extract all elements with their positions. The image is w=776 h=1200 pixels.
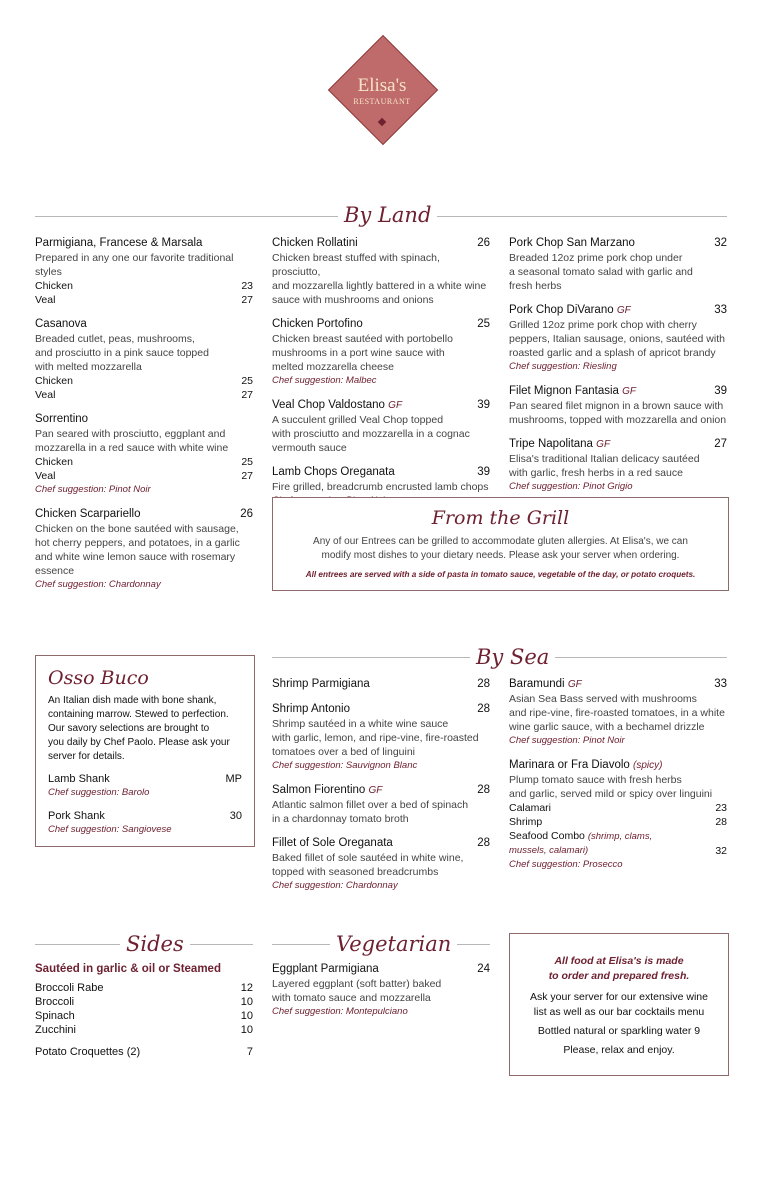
- item-price: 39: [714, 385, 727, 397]
- gluten-free-badge: GF: [368, 785, 383, 796]
- osso-desc: containing marrow. Stewed to perfection.: [48, 709, 229, 720]
- menu-item-filet-mignon: [509, 384, 727, 427]
- item-name: Veal Chop Valdostano: [272, 399, 385, 411]
- item-desc: roasted garlic and a splash of apricot brandy: [509, 347, 716, 359]
- side-price: 7: [246, 1046, 253, 1058]
- menu-item-parmigiana: [35, 236, 253, 307]
- item-desc: Baked fillet of sole sautéed in white wine,: [272, 852, 464, 864]
- item-price: 39: [477, 399, 490, 411]
- spicy-label: (spicy): [633, 760, 663, 771]
- land-column-1: [35, 236, 253, 602]
- item-price: 27: [714, 438, 727, 450]
- option-price: 27: [241, 470, 253, 482]
- option-price: 23: [715, 802, 727, 814]
- item-name: Pork Chop San Marzano: [509, 237, 635, 249]
- option-price: 28: [715, 816, 727, 828]
- item-price: 30: [229, 810, 242, 822]
- section-title-sea: By Sea: [470, 645, 555, 669]
- side-price: 10: [240, 996, 253, 1008]
- item-price: 33: [714, 304, 727, 316]
- item-desc: vermouth sauce: [272, 442, 347, 454]
- item-price: 26: [477, 237, 490, 249]
- item-desc: Chicken on the bone sautéed with sausage,: [35, 523, 239, 535]
- osso-desc: An Italian dish made with bone shank,: [48, 695, 217, 706]
- side-price: 10: [240, 1024, 253, 1036]
- restaurant-logo: [332, 39, 432, 139]
- item-desc: Pan seared filet mignon in a brown sauce with: [509, 400, 724, 412]
- item-price: 28: [477, 678, 490, 690]
- menu-item-divarano: [509, 303, 727, 374]
- item-name: Shrimp Antonio: [272, 703, 350, 715]
- item-price: MP: [225, 773, 242, 785]
- item-desc: Breaded 12oz prime pork chop under: [509, 252, 683, 264]
- sides-list: [35, 961, 253, 1059]
- item-name: Filet Mignon Fantasia: [509, 385, 619, 397]
- item-desc: Breaded cutlet, peas, mushrooms,: [35, 333, 195, 345]
- chef-suggestion: Chef suggestion: Sangiovese: [48, 824, 172, 835]
- item-price: 39: [477, 466, 490, 478]
- item-desc: a seasonal tomato salad with garlic and: [509, 266, 693, 278]
- item-desc: peppers, Italian sausage, onions, sautéed with: [509, 333, 725, 345]
- item-name: Eggplant Parmigiana: [272, 963, 379, 975]
- item-desc: in a chardonnay tomato broth: [272, 813, 409, 825]
- info-text: list as well as our bar cocktails menu: [533, 1006, 705, 1018]
- item-name: Pork Shank: [48, 810, 105, 822]
- info-text: Ask your server for our extensive wine: [530, 991, 708, 1003]
- chef-suggestion: Chef suggestion: Riesling: [509, 361, 617, 372]
- osso-desc: you daily by Chef Paolo. Please ask your: [48, 737, 230, 748]
- menu-item-san-marzano: [509, 236, 727, 293]
- item-name: Marinara or Fra Diavolo: [509, 759, 630, 771]
- side-label: Broccoli: [35, 996, 75, 1008]
- option-label: Veal: [35, 389, 56, 401]
- option-price: 25: [241, 456, 253, 468]
- item-desc: and prosciutto in a pink sauce topped: [35, 347, 209, 359]
- item-desc: wine garlic sauce, with a bechamel drizzle: [509, 721, 705, 733]
- sea-column-3: [509, 677, 727, 882]
- combo-detail: mussels, calamari): [509, 845, 589, 856]
- side-label: Broccoli Rabe: [35, 982, 104, 994]
- item-desc: Layered eggplant (soft batter) baked: [272, 978, 442, 990]
- chef-suggestion: Chef suggestion: Montepulciano: [272, 1006, 408, 1017]
- menu-item-shrimp-parmigiana: [272, 677, 490, 692]
- side-label: Zucchini: [35, 1024, 76, 1036]
- info-box: [509, 933, 729, 1076]
- info-text: Bottled natural or sparkling water 9: [537, 1025, 701, 1037]
- combo-detail: (shrimp, clams,: [587, 831, 653, 842]
- chef-suggestion: Chef suggestion: Barolo: [48, 787, 150, 798]
- section-title-osso: Osso Buco: [48, 667, 149, 689]
- menu-item-valdostano: [272, 398, 490, 455]
- item-name: Parmigiana, Francese & Marsala: [35, 237, 203, 249]
- item-desc: with melted mozzarella: [35, 361, 142, 373]
- chef-suggestion: Chef suggestion: Pinot Grigio: [509, 481, 633, 492]
- info-bold: to order and prepared fresh.: [548, 970, 690, 982]
- chef-suggestion: Chef suggestion: Pinot Noir: [35, 484, 151, 495]
- grill-note: All entrees are served with a side of pasta in tomato sauce, vegetable of the day, or potato croquets.: [305, 570, 696, 579]
- item-desc: Elisa's traditional Italian delicacy sautéed: [509, 453, 700, 465]
- item-desc: tomatoes over a bed of linguini: [272, 746, 416, 758]
- menu-item-salmon: [272, 783, 490, 826]
- side-price: 12: [240, 982, 253, 994]
- item-desc: Asian Sea Bass served with mushrooms: [509, 693, 697, 705]
- section-title-grill: From the Grill: [431, 507, 570, 529]
- item-name: Chicken Rollatini: [272, 237, 358, 249]
- item-name: Sorrentino: [35, 413, 89, 425]
- option-label: Chicken: [35, 456, 73, 468]
- option-price: 27: [241, 294, 253, 306]
- section-title-land: By Land: [338, 203, 437, 227]
- menu-item-marinara: [509, 758, 727, 872]
- vegetarian-list: [272, 962, 490, 1029]
- gluten-free-badge: GF: [596, 439, 611, 450]
- info-text: Please, relax and enjoy.: [563, 1044, 675, 1056]
- item-name: Salmon Fiorentino: [272, 784, 366, 796]
- option-price: 25: [241, 375, 253, 387]
- item-desc: topped with seasoned breadcrumbs: [272, 866, 439, 878]
- item-desc: Chicken breast sautéed with portobello: [272, 333, 453, 345]
- menu-item-portofino: [272, 317, 490, 388]
- item-desc: melted mozzarella cheese: [272, 361, 394, 373]
- item-desc: Atlantic salmon fillet over a bed of spinach: [272, 799, 469, 811]
- item-desc: hot cherry peppers, and potatoes, in a garlic: [35, 537, 240, 549]
- option-label: Veal: [35, 470, 56, 482]
- sides-heading: Sautéed in garlic & oil or Steamed: [35, 963, 221, 975]
- option-price: 32: [715, 845, 727, 857]
- item-name: Chicken Scarpariello: [35, 508, 141, 520]
- menu-item-tripe: [509, 437, 727, 494]
- item-desc: with garlic, lemon, and ripe-vine, fire-roasted: [272, 732, 479, 744]
- item-name: Fillet of Sole Oreganata: [272, 837, 393, 849]
- menu-item-casanova: [35, 317, 253, 402]
- item-desc: and mozzarella lightly battered in a white wine: [272, 280, 487, 292]
- gluten-free-badge: GF: [616, 305, 631, 316]
- item-desc: with garlic, fresh herbs in a red sauce: [509, 467, 683, 479]
- option-price: 23: [241, 280, 253, 292]
- gluten-free-badge: GF: [567, 679, 582, 690]
- item-desc: Shrimp sautéed in a white wine sauce: [272, 718, 449, 730]
- item-desc: and ripe-vine, fire-roasted tomatoes, in a white: [509, 707, 725, 719]
- chef-suggestion: Chef suggestion: Chardonnay: [272, 880, 398, 891]
- grill-box: [272, 497, 729, 591]
- item-price: 28: [477, 837, 490, 849]
- item-name: Tripe Napolitana: [509, 438, 593, 450]
- item-desc: mushrooms, topped with mozzarella and onion: [509, 414, 727, 426]
- item-desc: fresh herbs: [509, 280, 562, 292]
- item-price: 33: [714, 678, 727, 690]
- sea-column-2: [272, 677, 490, 903]
- option-label: Seafood Combo: [509, 830, 585, 842]
- grill-text-1: Any of our Entrees can be grilled to accommodate gluten allergies. At Elisa's, we can: [313, 536, 688, 547]
- menu-item-scarpariello: [35, 507, 253, 592]
- item-desc: with prosciutto and mozzarella in a cognac: [272, 428, 470, 440]
- item-name: Lamb Chops Oreganata: [272, 466, 395, 478]
- item-desc: with tomato sauce and mozzarella: [272, 992, 431, 1004]
- item-desc: Plump tomato sauce with fresh herbs: [509, 774, 682, 786]
- option-label: Veal: [35, 294, 56, 306]
- osso-desc: Our savory selections are brought to: [48, 723, 210, 734]
- chef-suggestion: Chef suggestion: Malbec: [272, 375, 377, 386]
- option-label: Chicken: [35, 280, 73, 292]
- menu-item-shrimp-antonio: [272, 702, 490, 773]
- menu-item-eggplant: [272, 962, 490, 1019]
- item-desc: and white wine lemon sauce with rosemary: [35, 551, 236, 563]
- item-desc: sauce with mushrooms and onions: [272, 294, 434, 306]
- item-desc: Prepared in any one our favorite traditional styles: [35, 252, 234, 278]
- item-name: Chicken Portofino: [272, 318, 363, 330]
- menu-item-sole: [272, 836, 490, 893]
- logo-subtitle: RESTAURANT: [353, 97, 411, 106]
- item-desc: A succulent grilled Veal Chop topped: [272, 414, 444, 426]
- grill-text-2: modify most dishes to your dietary needs. Please ask your server when ordering.: [321, 550, 680, 561]
- item-name: Baramundi: [509, 678, 565, 690]
- gluten-free-badge: GF: [388, 400, 403, 411]
- item-desc: and garlic, served mild or spicy over linguini: [509, 788, 713, 800]
- gluten-free-badge: GF: [622, 386, 637, 397]
- land-column-2: [272, 236, 490, 518]
- item-name: Pork Chop DiVarano: [509, 304, 614, 316]
- item-name: Casanova: [35, 318, 87, 330]
- menu-item-sorrentino: [35, 412, 253, 497]
- chef-suggestion: Chef suggestion: Pinot Noir: [509, 735, 625, 746]
- item-desc: Chicken breast stuffed with spinach, prosciutto,: [272, 252, 440, 278]
- item-price: 32: [714, 237, 727, 249]
- chef-suggestion: Chef suggestion: Chardonnay: [35, 579, 161, 590]
- item-desc: mozzarella in a red sauce with white wine: [35, 442, 229, 454]
- option-price: 27: [241, 389, 253, 401]
- item-desc: Fire grilled, breadcrumb encrusted lamb chops: [272, 481, 489, 493]
- item-price: 28: [477, 784, 490, 796]
- menu-item-rollatini: [272, 236, 490, 307]
- menu-item-baramundi: [509, 677, 727, 748]
- osso-buco-box: [35, 655, 255, 847]
- chef-suggestion: Chef suggestion: Sauvignon Blanc: [272, 760, 418, 771]
- option-label: Shrimp: [509, 816, 543, 828]
- item-desc: Pan seared with prosciutto, eggplant and: [35, 428, 226, 440]
- item-name: Shrimp Parmigiana: [272, 678, 370, 690]
- logo-name: Elisa's: [357, 75, 407, 96]
- chef-suggestion: Chef suggestion: Prosecco: [509, 859, 623, 870]
- item-name: Lamb Shank: [48, 773, 110, 785]
- item-desc: essence: [35, 565, 75, 577]
- side-label: Potato Croquettes (2): [35, 1046, 141, 1058]
- option-label: Calamari: [509, 802, 552, 814]
- item-desc: mushrooms in a port wine sauce with: [272, 347, 445, 359]
- side-label: Spinach: [35, 1010, 75, 1022]
- item-price: 25: [477, 318, 490, 330]
- option-label: Chicken: [35, 375, 73, 387]
- side-price: 10: [240, 1010, 253, 1022]
- land-column-3: [509, 236, 727, 504]
- item-price: 28: [477, 703, 490, 715]
- section-title-sides: Sides: [120, 932, 190, 956]
- info-bold: All food at Elisa's is made: [554, 955, 684, 967]
- item-price: 24: [477, 963, 490, 975]
- item-desc: Grilled 12oz prime pork chop with cherry: [509, 319, 697, 331]
- osso-desc: server for details.: [48, 751, 125, 762]
- section-title-vegetarian: Vegetarian: [330, 932, 457, 956]
- item-price: 26: [240, 508, 253, 520]
